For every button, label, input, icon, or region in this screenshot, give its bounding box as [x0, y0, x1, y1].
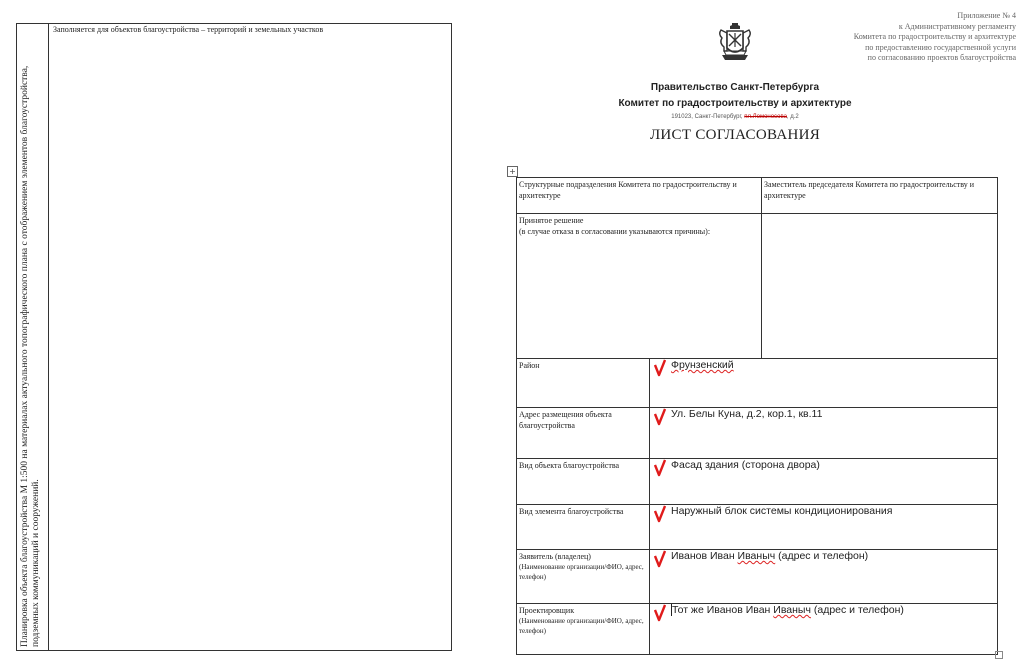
row-value — [671, 605, 904, 616]
row-sublabel: (Наименование организации/ФИО, адрес, телефон) — [519, 563, 644, 581]
value-part: Иванов Иван — [671, 550, 738, 562]
checkmark-icon — [654, 359, 666, 377]
checkmark-icon — [654, 550, 666, 568]
row-value — [671, 551, 868, 562]
address-strike: пл.Ломоносова — [744, 114, 787, 120]
value-part-flagged: Иваныч — [773, 604, 811, 616]
left-page-frame — [16, 23, 452, 651]
row-value-cell[interactable] — [650, 359, 998, 408]
col1-header: Структурные подразделения Комитета по градостроительству и архитектуре — [517, 178, 762, 214]
row-label — [517, 604, 650, 655]
address-prefix: 191023, Санкт-Петербург, — [671, 114, 745, 120]
value-part: (адрес и телефон) — [775, 550, 869, 562]
row-value: Ул. Белы Куна, д.2, кор.1, кв.11 — [671, 408, 823, 420]
row-label: Вид объекта благоустройства — [517, 459, 650, 505]
decision-cell[interactable] — [762, 214, 998, 359]
row-label: Вид элемента благоустройства — [517, 505, 650, 550]
appendix-line: к Административному регламенту — [898, 21, 1016, 31]
row-label-main: Проектировщик — [519, 606, 575, 615]
address-suffix: , д.2 — [786, 114, 799, 120]
gov-name: Правительство Санкт-Петербурга — [650, 82, 820, 93]
left-page-vertical-label: Планировка объекта благоустройства М 1:500 на материалах актуального топографического плана с отображением элементов благоустройства, подземных коммуникаций и сооружений. — [20, 65, 41, 647]
checkmark-icon — [654, 408, 666, 426]
approval-table — [516, 177, 998, 655]
row-value: Фрунзенский — [671, 359, 734, 371]
committee-name: Комитет по градостроительству и архитектуре — [618, 98, 852, 109]
row-value-cell[interactable] — [650, 505, 998, 550]
row-label: Район — [517, 359, 650, 408]
left-page-divider — [48, 23, 49, 651]
checkmark-icon — [654, 459, 666, 477]
row-value-cell[interactable] — [650, 604, 998, 655]
row-value: Фасад здания (сторона двора) — [671, 459, 820, 471]
appendix-line: по предоставлению государственной услуги — [865, 42, 1016, 52]
checkmark-icon — [654, 505, 666, 523]
row-label — [517, 550, 650, 604]
value-part: (адрес и телефон) — [810, 604, 904, 616]
table-move-handle-icon[interactable]: + — [507, 166, 518, 177]
appendix-line: Комитета по градостроительству и архитектуре — [853, 32, 1016, 41]
row-value-cell[interactable] — [650, 550, 998, 604]
table-resize-handle[interactable] — [995, 651, 1003, 659]
page-title: ЛИСТ СОГЛАСОВАНИЯ — [649, 127, 821, 143]
row-value-cell[interactable] — [650, 459, 998, 505]
decision-label: Принятое решение (в случае отказа в согласовании указываются причины): — [517, 214, 762, 359]
coat-of-arms-icon — [716, 21, 754, 63]
col2-header: Заместитель председателя Комитета по градостроительству и архитектуре — [762, 178, 998, 214]
appendix-note — [854, 11, 1016, 64]
row-label-main: Заявитель (владелец) — [519, 552, 591, 561]
row-value: Наружный блок системы кондиционирования — [671, 505, 893, 517]
row-label: Адрес размещения объекта благоустройства — [517, 408, 650, 459]
appendix-line: Приложение № 4 — [957, 11, 1016, 20]
appendix-line: по согласованию проектов благоустройства — [867, 53, 1016, 62]
value-part: Тот же Иванов Иван — [672, 604, 774, 616]
row-value-cell[interactable] — [650, 408, 998, 459]
value-part-flagged: Иваныч — [737, 550, 776, 562]
committee-address — [520, 114, 950, 120]
left-page-header: Заполняется для объектов благоустройства – территорий и земельных участков — [53, 25, 324, 34]
row-sublabel: (Наименование организации/ФИО, адрес, телефон) — [519, 617, 644, 635]
checkmark-icon — [654, 604, 666, 622]
